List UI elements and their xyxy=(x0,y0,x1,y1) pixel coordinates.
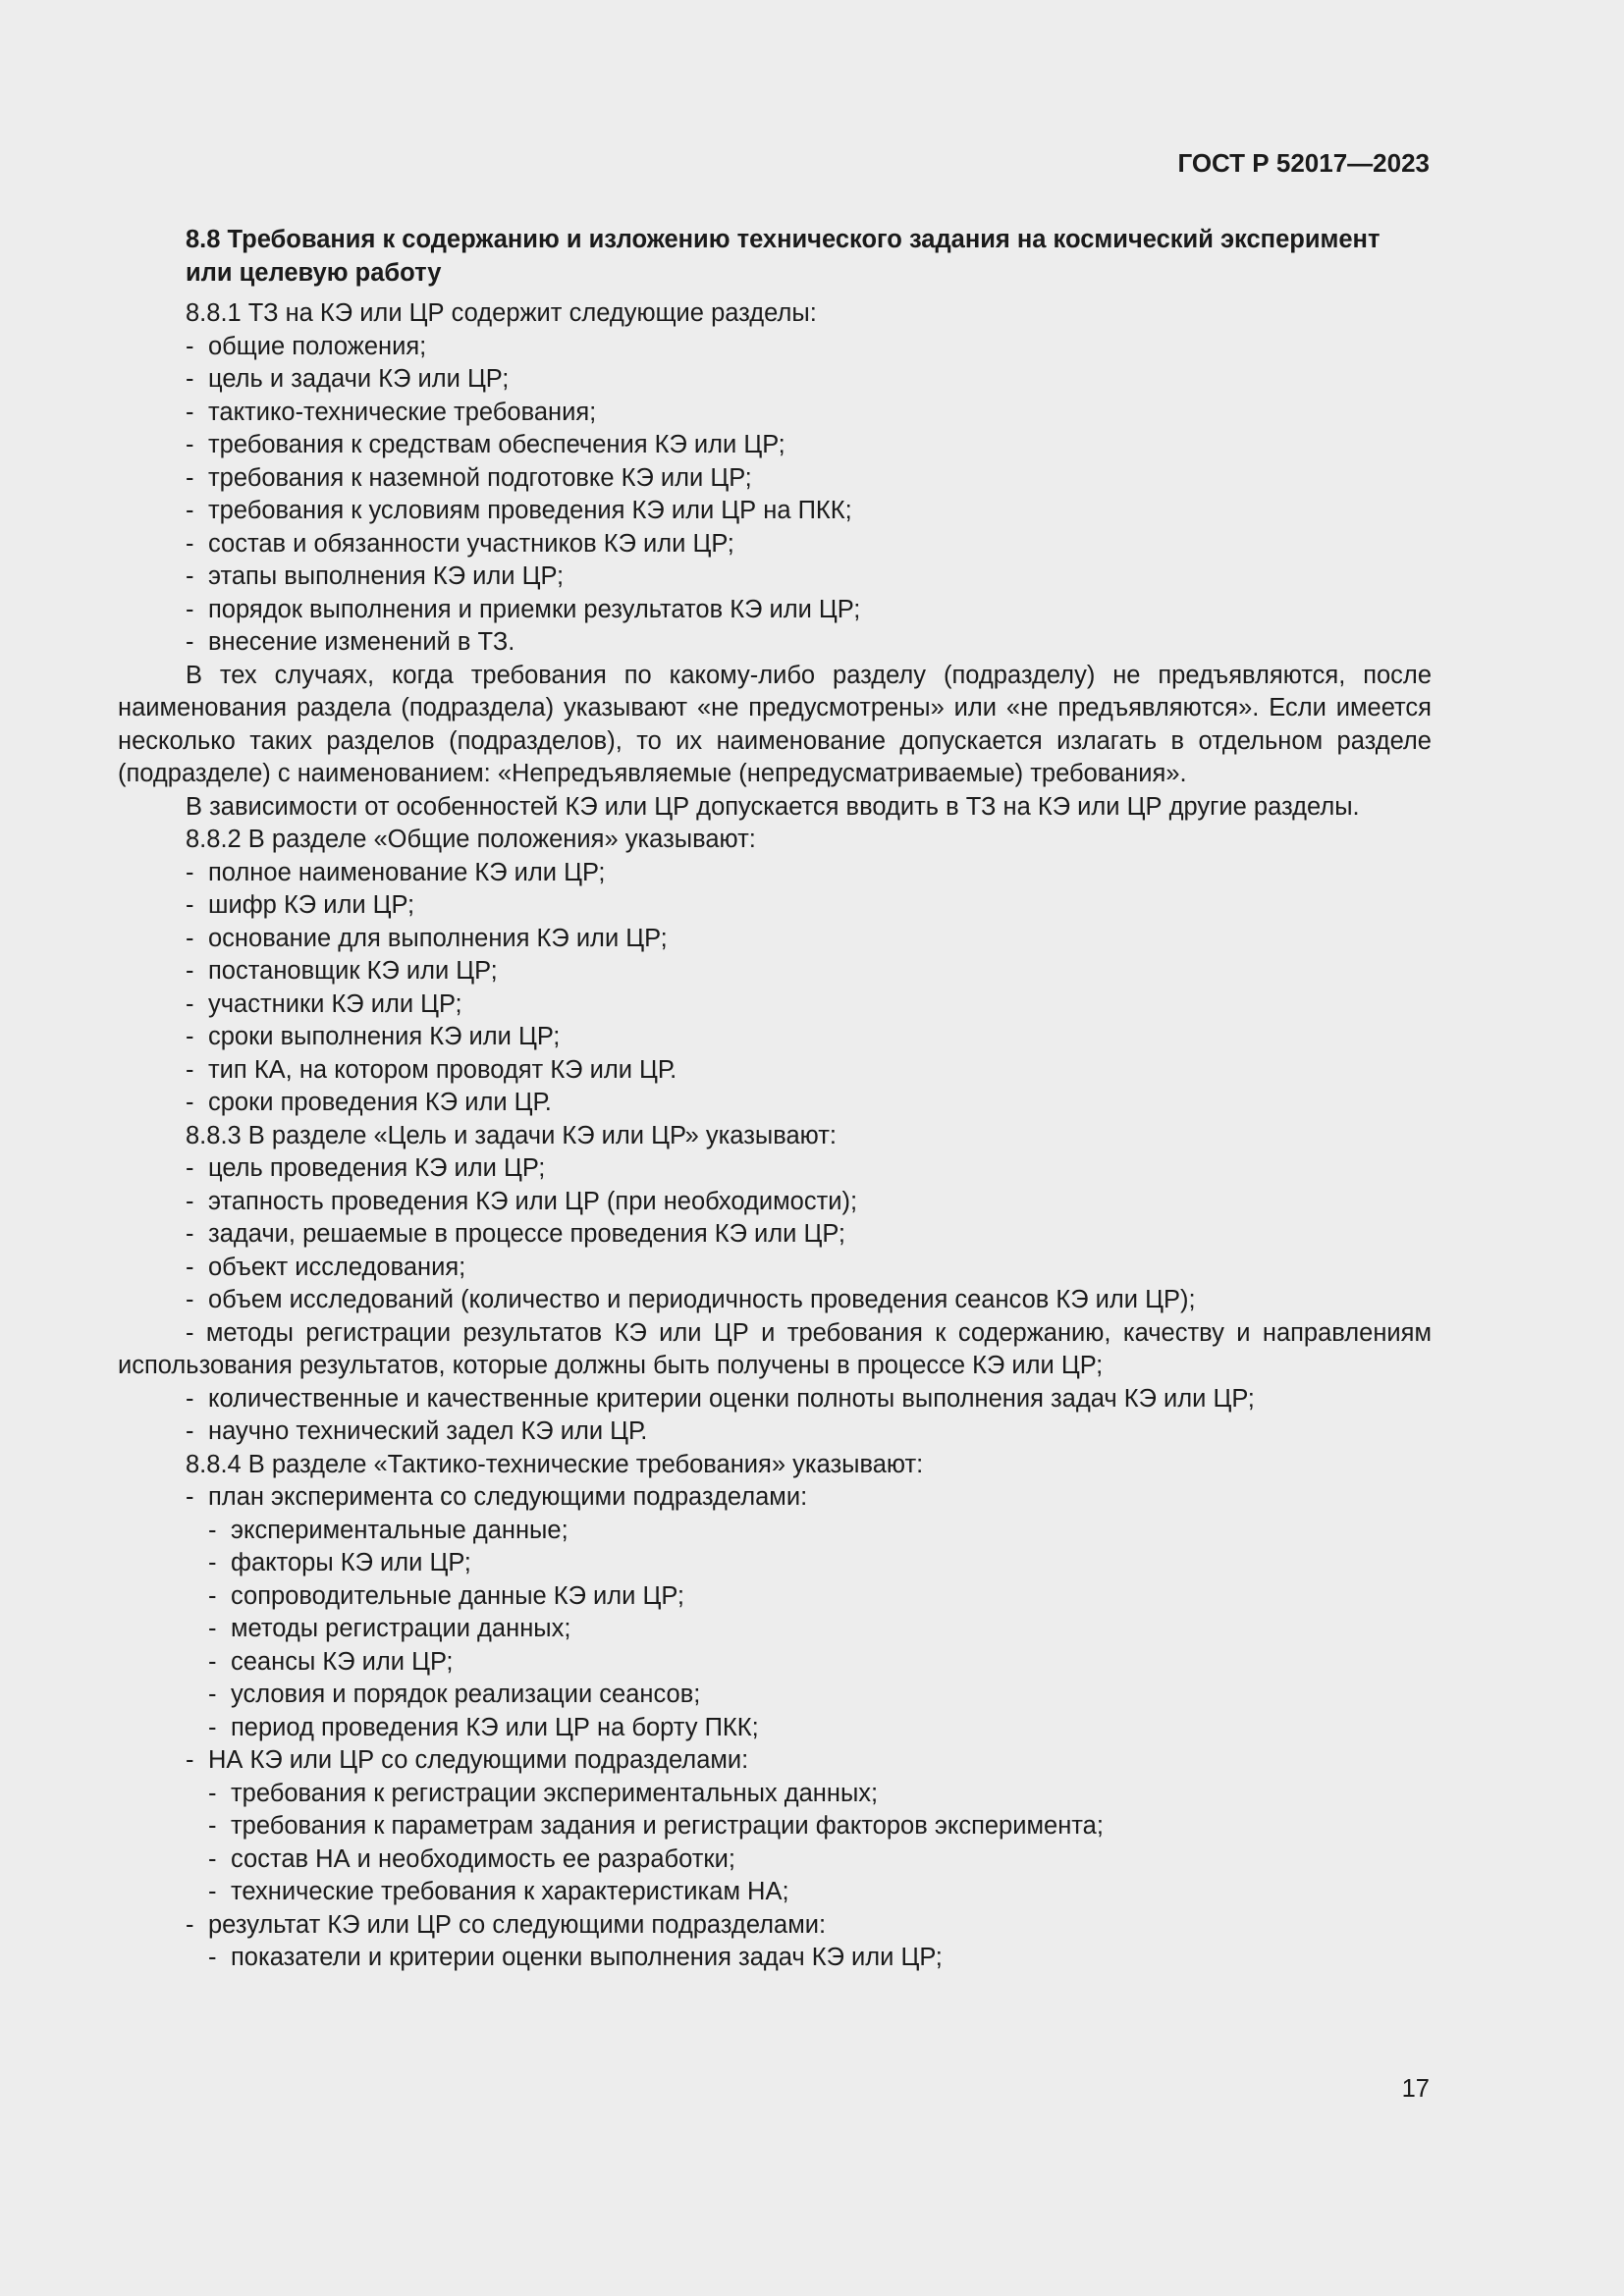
list-item-text: сроки выполнения КЭ или ЦР; xyxy=(208,1023,561,1050)
sub-list-item xyxy=(118,1580,1432,1614)
list-item xyxy=(118,1744,1432,1778)
list-item-text: цель проведения КЭ или ЦР; xyxy=(208,1154,546,1182)
list-dash: - xyxy=(208,1581,217,1610)
list-item-text: этапность проведения КЭ или ЦР (при необходимости); xyxy=(208,1187,858,1215)
list-dash: - xyxy=(186,1187,194,1215)
list-dash: - xyxy=(186,562,194,590)
list-item-text: требования к параметрам задания и регистрации факторов эксперимента; xyxy=(231,1812,1104,1840)
list-dash: - xyxy=(186,957,194,985)
sub-list-item xyxy=(118,1843,1432,1877)
list-item-text: полное наименование КЭ или ЦР; xyxy=(208,858,606,886)
list-item-text: методы регистрации данных; xyxy=(231,1615,571,1642)
list-item xyxy=(118,1186,1432,1219)
sub-list-item xyxy=(118,1942,1432,1975)
list-item xyxy=(118,1218,1432,1252)
list-item xyxy=(118,923,1432,956)
paragraph: 8.8.1 ТЗ на КЭ или ЦР содержит следующие разделы: xyxy=(186,299,817,327)
paragraph: 8.8.2 В разделе «Общие положения» указывают: xyxy=(186,826,756,853)
list-item xyxy=(118,495,1432,528)
paragraph: 8.8.4 В разделе «Тактико-технические требования» указывают: xyxy=(186,1450,924,1478)
list-item-text: показатели и критерии оценки выполнения задач КЭ или ЦР; xyxy=(231,1944,943,1971)
list-dash: - xyxy=(208,1681,217,1708)
list-dash: - xyxy=(186,398,194,426)
list-dash: - xyxy=(208,1549,217,1576)
page-number: 17 xyxy=(1401,2075,1430,2103)
list-item-text: экспериментальные данные; xyxy=(231,1516,568,1544)
document-header: ГОСТ Р 52017—2023 xyxy=(1177,148,1430,178)
list-dash: - xyxy=(186,332,194,360)
sub-list-item xyxy=(118,1515,1432,1548)
list-item-text: период проведения КЭ или ЦР на борту ПКК; xyxy=(231,1713,759,1741)
list-item xyxy=(118,594,1432,627)
list-item xyxy=(118,1087,1432,1120)
sub-list-item xyxy=(118,1679,1432,1712)
sub-list-item xyxy=(118,1646,1432,1680)
list-dash: - xyxy=(208,1812,217,1840)
list-dash: - xyxy=(208,1615,217,1642)
list-dash: - xyxy=(186,1023,194,1050)
list-item-text: цель и задачи КЭ или ЦР; xyxy=(208,365,510,393)
sub-list-item xyxy=(118,1810,1432,1843)
list-item-text: порядок выполнения и приемки результатов КЭ или ЦР; xyxy=(208,595,861,623)
list-dash: - xyxy=(186,529,194,558)
list-dash: - xyxy=(186,1910,194,1939)
list-dash: - xyxy=(208,1516,217,1544)
list-dash: - xyxy=(186,1417,194,1445)
list-dash: - xyxy=(186,365,194,393)
list-item-text: шифр КЭ или ЦР; xyxy=(208,891,415,919)
list-dash: - xyxy=(186,1253,194,1281)
list-dash: - xyxy=(186,431,194,458)
list-dash: - xyxy=(208,1944,217,1971)
list-dash: - xyxy=(186,1384,194,1413)
list-dash: - xyxy=(208,1713,217,1741)
list-item xyxy=(118,462,1432,496)
paragraph: В тех случаях, когда требования по какому-либо разделу (подразделу) не предъявляются, после наименования раздела (подраздела) указывают «не предусмотрены» или «не предъявляются». Если имеется несколько таких разделов (подразделов), то их наименование допускается излагать в отдельном разделе (подразделе) с наименованием: «Непредъявляемые (непредусматриваемые) требования». xyxy=(118,661,1432,787)
list-item xyxy=(118,889,1432,923)
list-item-text: сеансы КЭ или ЦР; xyxy=(231,1647,454,1676)
list-item xyxy=(118,429,1432,462)
list-item xyxy=(118,955,1432,988)
list-item-text: общие положения; xyxy=(208,332,427,360)
list-item xyxy=(118,1054,1432,1088)
list-item xyxy=(118,857,1432,890)
list-item-text: основание для выполнения КЭ или ЦР; xyxy=(208,924,668,952)
list-item-text: научно технический задел КЭ или ЦР. xyxy=(208,1417,648,1445)
list-dash: - xyxy=(208,1844,217,1873)
list-item-text: постановщик КЭ или ЦР; xyxy=(208,957,498,985)
paragraph: В зависимости от особенностей КЭ или ЦР допускается вводить в ТЗ на КЭ или ЦР другие разделы. xyxy=(186,792,1360,821)
list-dash: - xyxy=(186,595,194,623)
list-item-text: требования к средствам обеспечения КЭ или ЦР; xyxy=(208,431,785,458)
list-item-text: требования к наземной подготовке КЭ или ЦР; xyxy=(208,463,752,492)
list-item-text: тип КА, на котором проводят КЭ или ЦР. xyxy=(208,1055,677,1084)
list-item-text: объем исследований (количество и периодичность проведения сеансов КЭ или ЦР); xyxy=(208,1286,1196,1313)
sub-list-item xyxy=(118,1547,1432,1580)
list-dash: - xyxy=(186,1089,194,1116)
list-dash: - xyxy=(186,1055,194,1084)
list-item-text: технические требования к характеристикам НА; xyxy=(231,1878,789,1905)
list-dash: - xyxy=(208,1878,217,1905)
paragraph: 8.8.3 В разделе «Цель и задачи КЭ или ЦР» указывают: xyxy=(186,1121,837,1149)
list-item xyxy=(118,1021,1432,1054)
list-dash: - xyxy=(208,1647,217,1676)
list-item-text: объект исследования; xyxy=(208,1253,466,1281)
list-item-text: участники КЭ или ЦР; xyxy=(208,989,462,1018)
list-item xyxy=(118,363,1432,397)
list-item-text: этапы выполнения КЭ или ЦР; xyxy=(208,562,565,590)
list-dash: - xyxy=(208,1779,217,1807)
list-item xyxy=(118,1383,1432,1416)
sub-list-item xyxy=(118,1712,1432,1745)
list-dash: - xyxy=(186,463,194,492)
list-item-text: количественные и качественные критерии оценки полноты выполнения задач КЭ или ЦР; xyxy=(208,1384,1255,1413)
list-item: - методы регистрации результатов КЭ или ЦР и требования к содержанию, качеству и направлениям использования результатов, которые должны быть получены в процессе КЭ или ЦР; xyxy=(118,1318,1432,1379)
list-item-text: задачи, решаемые в процессе проведения КЭ или ЦР; xyxy=(208,1220,845,1248)
list-dash: - xyxy=(186,1220,194,1248)
sub-list-item xyxy=(118,1876,1432,1909)
list-item-text: требования к условиям проведения КЭ или ЦР на ПКК; xyxy=(208,497,852,524)
list-item xyxy=(118,1909,1432,1943)
list-dash: - xyxy=(186,1483,194,1511)
list-dash: - xyxy=(186,1154,194,1182)
list-item-text: условия и порядок реализации сеансов; xyxy=(231,1681,701,1708)
sub-list-item xyxy=(118,1613,1432,1646)
list-item xyxy=(118,331,1432,364)
list-item xyxy=(118,561,1432,594)
list-dash: - xyxy=(186,1746,194,1774)
list-item xyxy=(118,1252,1432,1285)
list-item-text: результат КЭ или ЦР со следующими подразделами: xyxy=(208,1910,827,1939)
section-heading: 8.8 Требования к содержанию и изложению технического задания на космический эксперимент или целевую работу xyxy=(186,226,1380,287)
list-item-text: план эксперимента со следующими подразделами: xyxy=(208,1483,808,1511)
list-item-text: сроки проведения КЭ или ЦР. xyxy=(208,1089,552,1116)
list-item-text: факторы КЭ или ЦР; xyxy=(231,1549,471,1576)
list-item xyxy=(118,626,1432,660)
list-item xyxy=(118,1152,1432,1186)
list-item-text: внесение изменений в ТЗ. xyxy=(208,628,515,656)
list-item xyxy=(118,528,1432,561)
list-item xyxy=(118,1284,1432,1317)
list-item-text: сопроводительные данные КЭ или ЦР; xyxy=(231,1581,684,1610)
list-item-text: состав НА и необходимость ее разработки; xyxy=(231,1844,735,1873)
list-dash: - xyxy=(186,891,194,919)
list-item-text: НА КЭ или ЦР со следующими подразделами: xyxy=(208,1746,749,1774)
sub-list-item xyxy=(118,1778,1432,1811)
list-item xyxy=(118,1415,1432,1449)
list-dash: - xyxy=(186,497,194,524)
list-item-text: тактико-технические требования; xyxy=(208,398,597,426)
list-dash: - xyxy=(186,924,194,952)
document-body xyxy=(118,224,1432,1975)
list-dash: - xyxy=(186,989,194,1018)
list-item xyxy=(118,1481,1432,1515)
list-item-text: состав и обязанности участников КЭ или ЦР; xyxy=(208,529,734,558)
list-dash: - xyxy=(186,628,194,656)
list-item-text: требования к регистрации экспериментальных данных; xyxy=(231,1779,879,1807)
list-item xyxy=(118,988,1432,1022)
list-dash: - xyxy=(186,1286,194,1313)
list-item xyxy=(118,397,1432,430)
list-dash: - xyxy=(186,858,194,886)
